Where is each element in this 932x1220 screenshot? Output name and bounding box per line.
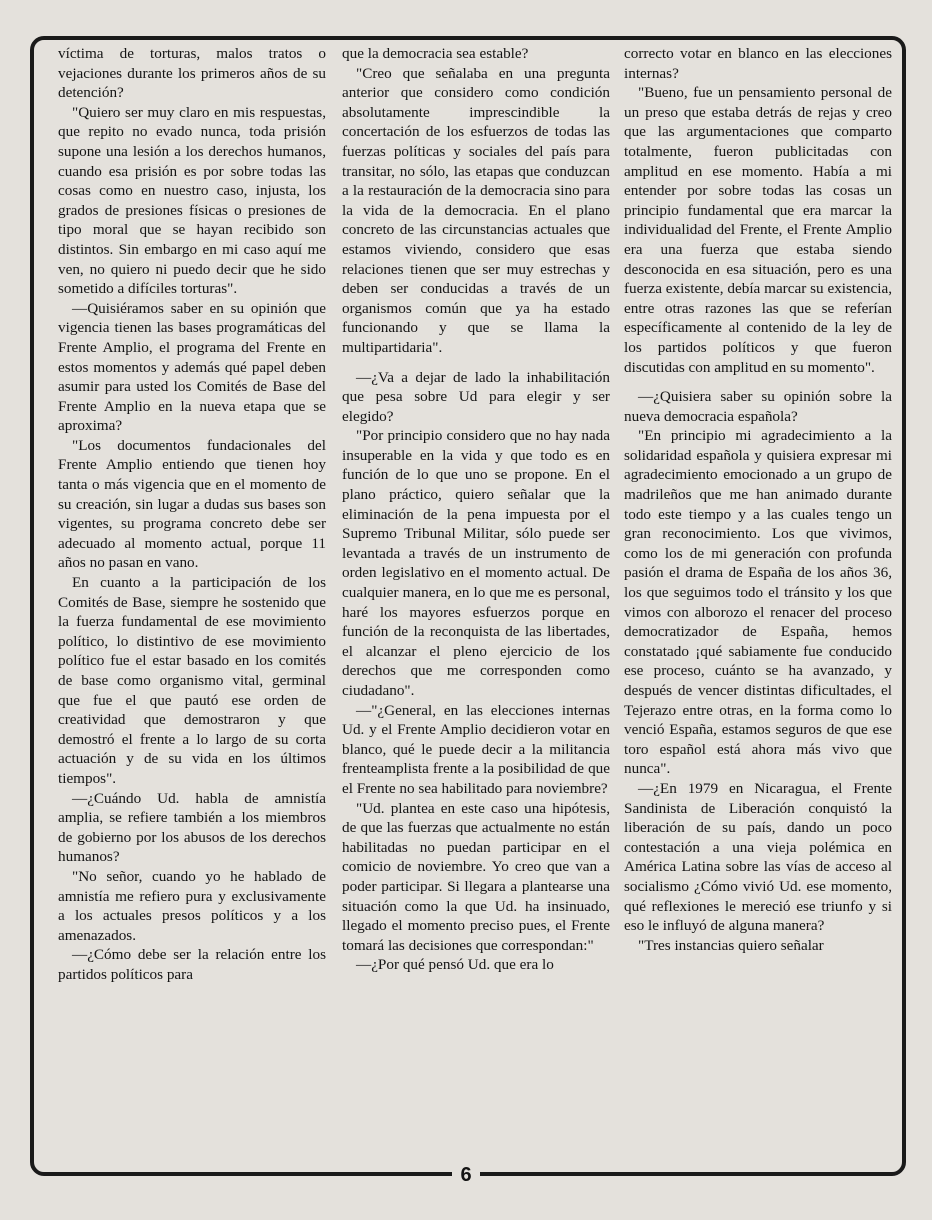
paragraph: "No señor, cuando yo he hablado de amnistía me refiero pura y exclusivamente a los actuales presos políticos y a los amenazados. (58, 867, 326, 944)
paragraph: "Ud. plantea en este caso una hipótesis, de que las fuerzas que actualmente no están habilitadas no puedan participar en el comicio de noviembre. Yo creo que van a poder participar. Si llegara a plantearse una situación como la que Ud. ha insinuado, llegado el momento preciso pues, el Frente tomará las decisiones que correspondan:" (342, 799, 610, 954)
page-number (0, 1164, 932, 1187)
paragraph: que la democracia sea estable? (342, 45, 529, 62)
paragraph: "Los documentos fundacionales del Frente Amplio entiendo que tienen hoy tanta o más vigencia que en el momento de su creación, sin lugar a dudas sus bases son vigentes, su programa concreto debe ser adecuado al momento actual, porque 11 años no pasan en vano. (58, 436, 326, 572)
paragraph: correcto votar en blanco en las elecciones internas? (624, 45, 892, 82)
question-paragraph: —Quisiéramos saber en su opinión que vigencia tienen las bases programáticas del Frente Amplio, el programa del Frente en estos momentos y además qué papel deben asumir para usted los Comités de Base del Frente Amplio en la nueva etapa que se aproxima? (58, 299, 326, 435)
paragraph: "En principio mi agradecimiento a la solidaridad española y quisiera expresar mi agradecimiento emocionado a un grupo de madrileños que me han animado durante todo este tiempo y a las cuales tengo un gran reconocimiento. Los que vivimos, como los de mi generación con profunda pasión el drama de España de los años 36, los que seguimos todo el tránsito y los que vimos con alborozo el renacer del proceso democratizador de España, hemos constatado ¡qué sabiamente fue conducido ese proceso, cuánto se ha avanzado, y después de vencer distintas dificultades, el Tejerazo entre otras, en la forma como lo venció España, estamos seguros de que ese toro español está ahora más vivo que nunca". (624, 427, 892, 778)
question-paragraph: —¿Cuándo Ud. habla de amnistía amplia, se refiere también a los miembros de gobierno por los abusos de los derechos humanos? (58, 789, 326, 866)
question-paragraph: —¿Va a dejar de lado la inhabilitación que pesa sobre Ud para elegir y ser elegido? (342, 368, 610, 425)
paragraph: "Bueno, fue un pensamiento personal de un preso que estaba detrás de rejas y creo que las argumentaciones que comparto totalmente, fueron publicitadas con amplitud en ese momento. Había a mi entender por sobre todas las cosas un principio fundamental que era marcar la individualidad del Frente, el Frente Amplio era una fuerza que estaba siendo desconocida en esa situación, pero es una fuerza existente, debía marcar su existencia, entre otras razones las que se referían específicamente al contenido de la ley de los partidos políticos y que fueron discutidas con amplitud en su momento". (624, 84, 892, 376)
paragraph: "Por principio considero que no hay nada insuperable en la vida y que todo es en función de lo que uno se propone. En el plano práctico, quiero señalar que la eliminación de la pena impuesta por el Supremo Tribunal Militar, sólo puede ser levantada a través de un instrumento de orden legislativo en el momento actual. De cualquier manera, en lo que me es personal, haré los mayores esfuerzos porque en función de la reconquista de las libertades, el alcanzar el pleno ejercicio de los derechos que me corresponden como ciudadano". (342, 427, 610, 699)
question-paragraph: —¿Quisiera saber su opinión sobre la nueva democracia española? (624, 388, 892, 425)
page-number-text: 6 (452, 1164, 479, 1186)
paragraph: "Quiero ser muy claro en mis respuestas, que repito no evado nunca, toda prisión supone una lesión a los derechos humanos, cuando esa prisión es por sobre todas las cosas como en nuestro caso, injusta, los grados de presiones físicas o presiones de tipo moral que se hayan recibido son distintos. Sin embargo en mi caso aquí me ven, no quiero ni puedo decir que he sido sometido a difíciles torturas". (58, 103, 326, 298)
paragraph: víctima de torturas, malos tratos o vejaciones durante los primeros años de su detención? (58, 45, 326, 102)
text-column-2 (342, 44, 610, 975)
text-column-3 (624, 44, 892, 955)
paragraph: En cuanto a la participación de los Comités de Base, siempre he sostenido que la fuerza fundamental de ese movimiento político, lo distintivo de ese movimiento político fue el estar basado en los comités de base como organismo vital, germinal que fue el que pautó ese orden de creatividad que demostraron y que demostró el frente a lo largo de su corta actuación y de su vida en los últimos tiempos". (58, 574, 326, 787)
paragraph: "Creo que señalaba en una pregunta anterior que considero como condición absolutamente imprescindible la concertación de los esfuerzos de todas las fuerzas políticas y sociales del país para transitar, no sólo, las etapas que conduzcan a la restauración de la democracia sino para la vida de la democracia. En el plano concreto de las circunstancias actuales que estamos viviendo, considero que esas relaciones tienen que ser muy estrechas y deben ser conducidas a través de un organismos común que ya ha estado funcionando y que se llama la multipartidaria". (342, 64, 610, 356)
text-column-1 (58, 44, 326, 985)
question-paragraph: —"¿General, en las elecciones internas Ud. y el Frente Amplio decidieron votar en blanco, qué le puede decir a la militancia frenteamplista frente a la posibilidad de que el Frente no sea habilitado para noviembre? (342, 701, 610, 797)
question-paragraph: —¿Por qué pensó Ud. que era lo (356, 956, 554, 974)
question-paragraph: —¿Cómo debe ser la relación entre los partidos políticos para (58, 946, 326, 983)
question-paragraph: —¿En 1979 en Nicaragua, el Frente Sandinista de Liberación conquistó la liberación de su país, dando un poco contestación a una vieja polémica en América Latina sobre las vías de acceso al socialismo ¿Cómo vivió Ud. ese momento, qué reflexiones le mereció ese triunfo y si eso le influyó de alguna manera? (624, 779, 892, 935)
paragraph: "Tres instancias quiero señalar (638, 936, 824, 954)
